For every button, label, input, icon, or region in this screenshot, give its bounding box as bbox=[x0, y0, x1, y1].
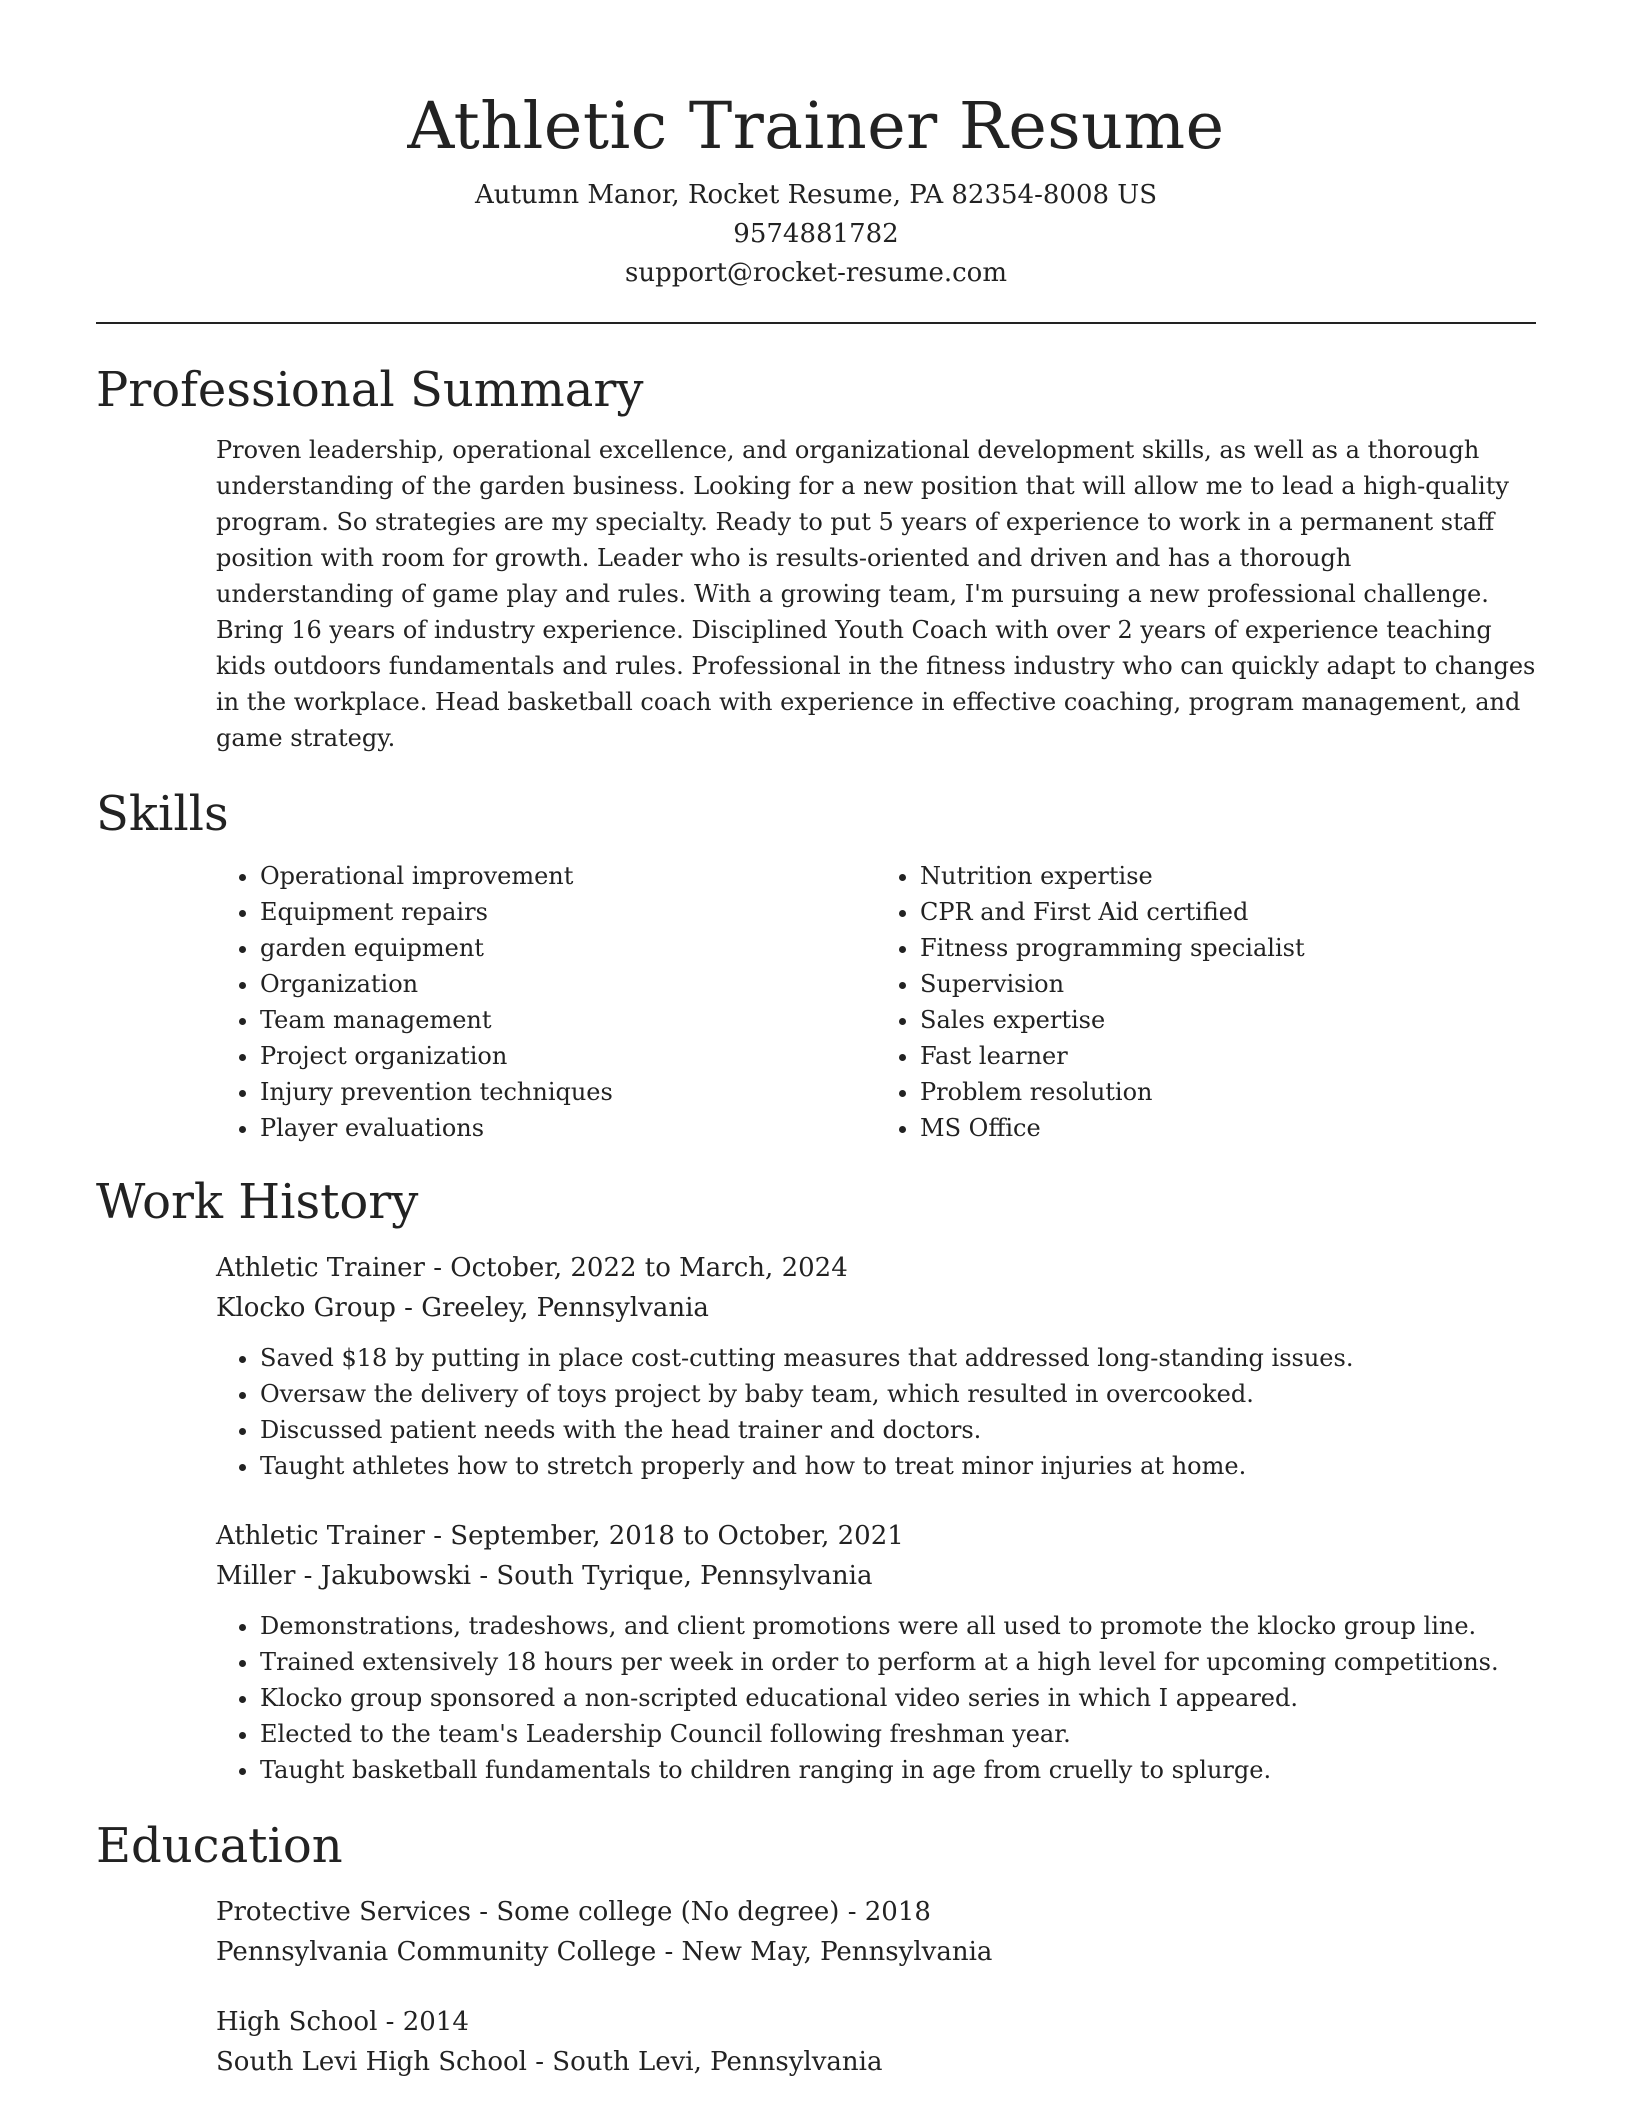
skill-item: • Fitness programming specialist bbox=[920, 930, 1536, 966]
job-bullets bbox=[216, 1340, 1536, 1484]
job-bullet: • Demonstrations, tradeshows, and client promotions were all used to promote the klocko group line. bbox=[260, 1608, 1536, 1644]
contact-address: Autumn Manor, Rocket Resume, PA 82354-8008 US bbox=[474, 180, 1158, 210]
education-location: - New May, Pennsylvania bbox=[656, 1937, 993, 1967]
contact-phone: 9574881782 bbox=[733, 219, 899, 249]
education-section bbox=[216, 1892, 1536, 2082]
summary-heading: Professional Summary bbox=[96, 362, 644, 418]
education-school-line bbox=[216, 1932, 1536, 1972]
job-employer-line bbox=[216, 1288, 1536, 1328]
education-entry bbox=[216, 1892, 1536, 1972]
education-heading: Education bbox=[96, 1818, 343, 1874]
education-year: - 2014 bbox=[377, 2007, 469, 2037]
skills-section bbox=[216, 858, 1536, 1146]
education-school: Pennsylvania Community College bbox=[216, 1937, 657, 1967]
summary-section bbox=[216, 432, 1536, 756]
job-bullet: • Taught basketball fundamentals to children ranging in age from cruelly to splurge. bbox=[260, 1752, 1536, 1788]
skills-column-right bbox=[876, 858, 1536, 1146]
job-title-line bbox=[216, 1248, 1536, 1288]
education-location: - South Levi, Pennsylvania bbox=[526, 2047, 883, 2077]
skill-item: • Injury prevention techniques bbox=[260, 1074, 876, 1110]
skills-heading: Skills bbox=[96, 786, 229, 842]
skill-item: • Organization bbox=[260, 966, 876, 1002]
job-title: Athletic Trainer bbox=[216, 1253, 425, 1283]
job-employer: Klocko Group bbox=[216, 1293, 396, 1323]
skill-item: • Problem resolution bbox=[920, 1074, 1536, 1110]
skill-item: • Player evaluations bbox=[260, 1110, 876, 1146]
skill-item: • Fast learner bbox=[920, 1038, 1536, 1074]
skill-item: • MS Office bbox=[920, 1110, 1536, 1146]
skill-item: • Project organization bbox=[260, 1038, 876, 1074]
work-history-section bbox=[216, 1248, 1536, 1788]
job-entry bbox=[216, 1248, 1536, 1484]
education-degree-line bbox=[216, 1892, 1536, 1932]
skill-item: • Supervision bbox=[920, 966, 1536, 1002]
skill-item: • Operational improvement bbox=[260, 858, 876, 894]
job-employer: Miller - Jakubowski bbox=[216, 1561, 472, 1591]
summary-text: Proven leadership, operational excellence, and organizational development skills, as well as a thorough understanding of the garden business. Looking for a new position that will allow me to lead a high-quality program. So strategies are my specialty. Ready to put 5 years of experience to work in a permanent staff position with room for growth. Leader who is results-oriented and driven and has a thorough understanding of game play and rules. With a growing team, I'm pursuing a new professional challenge. Bring 16 years of industry experience. Disciplined Youth Coach with over 2 years of experience teaching kids outdoors fundamentals and rules. Professional in the fitness industry who can quickly adapt to changes in the workplace. Head basketball coach with experience in effective coaching, program management, and game strategy. bbox=[216, 436, 1536, 752]
header-divider bbox=[96, 322, 1536, 324]
contact-email: support@rocket-resume.com bbox=[624, 258, 1007, 288]
job-bullet: • Taught athletes how to stretch properly and how to treat minor injuries at home. bbox=[260, 1448, 1536, 1484]
job-bullet: • Trained extensively 18 hours per week in order to perform at a high level for upcoming competitions. bbox=[260, 1644, 1536, 1680]
job-location: - Greeley, Pennsylvania bbox=[395, 1293, 709, 1323]
job-bullet: • Oversaw the delivery of toys project by baby team, which resulted in overcooked. bbox=[260, 1376, 1536, 1412]
education-degree: Protective Services - Some college (No degree) bbox=[216, 1897, 840, 1927]
job-bullet: • Saved $18 by putting in place cost-cutting measures that addressed long-standing issues. bbox=[260, 1340, 1536, 1376]
education-entry bbox=[216, 2002, 1536, 2082]
resume-header bbox=[96, 0, 1536, 293]
job-bullet: • Klocko group sponsored a non-scripted educational video series in which I appeared. bbox=[260, 1680, 1536, 1716]
education-school: South Levi High School bbox=[216, 2047, 527, 2077]
education-year: - 2018 bbox=[839, 1897, 931, 1927]
skill-item: • Nutrition expertise bbox=[920, 858, 1536, 894]
contact-block bbox=[96, 176, 1536, 293]
skills-column-left bbox=[216, 858, 876, 1146]
skill-item: • garden equipment bbox=[260, 930, 876, 966]
skill-item: • Equipment repairs bbox=[260, 894, 876, 930]
job-location: - South Tyrique, Pennsylvania bbox=[471, 1561, 873, 1591]
skill-item: • Team management bbox=[260, 1002, 876, 1038]
education-degree-line bbox=[216, 2002, 1536, 2042]
education-degree: High School bbox=[216, 2007, 378, 2037]
work-history-heading: Work History bbox=[96, 1174, 419, 1230]
job-bullets bbox=[216, 1608, 1536, 1788]
skills-grid bbox=[216, 858, 1536, 1146]
skill-item: • CPR and First Aid certified bbox=[920, 894, 1536, 930]
education-school-line bbox=[216, 2042, 1536, 2082]
job-bullet: • Elected to the team's Leadership Council following freshman year. bbox=[260, 1716, 1536, 1752]
job-employer-line bbox=[216, 1556, 1536, 1596]
resume-page bbox=[96, 0, 1536, 2082]
job-entry bbox=[216, 1516, 1536, 1788]
resume-title: Athletic Trainer Resume bbox=[407, 89, 1225, 164]
job-dates: - October, 2022 to March, 2024 bbox=[424, 1253, 848, 1283]
job-bullet: • Discussed patient needs with the head trainer and doctors. bbox=[260, 1412, 1536, 1448]
job-dates: - September, 2018 to October, 2021 bbox=[424, 1521, 904, 1551]
skill-item: • Sales expertise bbox=[920, 1002, 1536, 1038]
job-title-line bbox=[216, 1516, 1536, 1556]
job-title: Athletic Trainer bbox=[216, 1521, 425, 1551]
